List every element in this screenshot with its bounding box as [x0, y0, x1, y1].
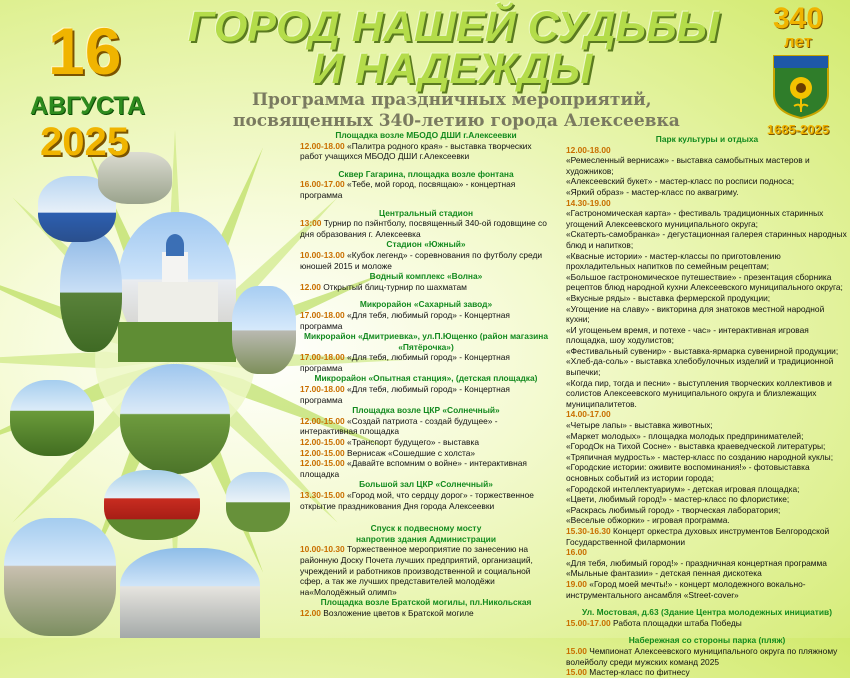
spacer — [566, 628, 848, 635]
venue-heading: Микрорайон «Опытная станция», (детская площадка) — [314, 373, 538, 384]
page-title-line2: И НАДЕЖДЫ — [312, 45, 593, 93]
event-time: 12.00 — [300, 281, 324, 292]
program-item — [300, 218, 552, 239]
program-item — [566, 293, 848, 304]
program-item — [566, 494, 848, 505]
venue-heading: Микрорайон «Сахарный завод» — [359, 299, 493, 310]
program-item — [566, 155, 848, 176]
photo-church — [118, 212, 236, 360]
event-description: «Алексеевский букет» - мастер-класс по росписи подноса; — [566, 176, 795, 187]
venue-heading: Водный комплекс «Волна» — [369, 271, 483, 282]
event-description: Открытый блиц-турнир по шахматам — [323, 281, 467, 292]
event-description: «Веселые обжорки» - игровая программа. — [566, 515, 730, 526]
event-description: «Транспорт будущего» - выставка — [347, 437, 479, 448]
event-time: 15.30-16.30 — [566, 525, 614, 536]
event-description: «ГородОк на Тихой Сосне» - выставка краеведческой литературы; — [566, 441, 826, 452]
event-time: 12.00-15.00 — [300, 458, 348, 469]
time-slot: 16.00 — [566, 547, 587, 558]
venue-heading: Площадка возле ЦКР «Солнечный» — [352, 405, 500, 416]
page-title-line1: ГОРОД НАШЕЙ СУДЬБЫ — [188, 3, 720, 51]
event-time: 10.00-10.30 — [300, 544, 348, 555]
event-time: 15.00-17.00 — [566, 617, 614, 628]
program-item — [300, 141, 552, 162]
program-item — [566, 646, 848, 667]
photo-street — [120, 364, 230, 474]
event-time: 17.00-18.00 — [300, 384, 348, 395]
event-time: 15.00 — [566, 667, 590, 678]
program-item — [566, 452, 848, 463]
event-description: Мастер-класс по фитнесу — [589, 667, 690, 678]
event-description: «Вкусные ряды» - выставка фермерской продукции; — [566, 292, 771, 303]
event-description: Возложение цветов к Братской могиле — [323, 607, 474, 618]
event-description: «Фестивальный сувенир» - выставка-ярмарка сувенирной продукции; — [566, 345, 839, 356]
event-description: «Город мой, что сердцу дорог» - торжественное открытие праздникования Дня города Алексеевки — [300, 490, 534, 511]
event-description: Торжественное мероприятие по занесению на районную Доску Почета лучших предприятий, организаций, учреждений и работников производственной и социальной сфер, а так же лучших представителей молодёжи на«Молодёжный олимп» — [300, 544, 533, 597]
program-item — [300, 352, 552, 373]
event-description: Концерт оркестра духовых инструментов Белгородской Государственной филармонии — [566, 525, 830, 547]
event-description: Турнир по пэйнтболу, посвященный 340-ой годовщине со дня образования г. Алексеевка — [300, 218, 547, 239]
spacer — [300, 162, 552, 169]
photo-bridge — [226, 472, 290, 532]
photo-crowd — [4, 518, 116, 636]
event-description: «Городской интеллектуариум» - детская игровая площадка; — [566, 483, 800, 494]
event-time: 12.00-15.00 — [300, 415, 348, 426]
event-description: Работа площадки штаба Победы — [613, 617, 742, 628]
spacer — [300, 292, 552, 299]
venue-heading: Микрорайон «Дмитриевка», ул.П.Ющенко (район магазина «Пятёрочка») — [304, 331, 548, 352]
event-description: «Четыре лапы» - выставка животных; — [566, 420, 713, 431]
event-description: «Когда пир, тогда и песни» - выступления творческих коллективов и солистов Алексеевского муниципального округа и близлежащих муниципалитетов. — [566, 377, 832, 409]
subtitle-line1: Программа праздничных мероприятий, — [252, 90, 652, 110]
event-description: «Создай патриота - создай будущее» - интерактивная площадка — [300, 415, 498, 437]
event-description: «Для тебя, любимый город!» - праздничная концертная программа «Мыльные фантазии» - детская пенная дискотека — [566, 557, 827, 579]
event-description: «Угощение на славу» - викторина для знатоков местной народной кухни; — [566, 303, 825, 325]
event-time: 12.00-15.00 — [300, 437, 348, 448]
program-item — [300, 384, 552, 405]
program-item — [300, 250, 552, 271]
program-item — [300, 544, 552, 597]
program-item — [566, 558, 848, 579]
event-description: «Ремесленный вернисаж» - выставка самобытных мастеров и художников; — [566, 155, 810, 176]
event-time: 12.00-18.00 — [300, 140, 348, 151]
event-time: 13:00 — [300, 218, 324, 229]
program-item — [300, 179, 552, 200]
event-description: «Скатерть-самобранка» - дегустационная галерея старинных народных блюд и напитков; — [566, 229, 847, 250]
anniversary-years: 1685-2025 — [766, 122, 830, 137]
event-time: 17.00-18.00 — [300, 309, 348, 320]
venue-heading: Парк культуры и отдыха — [655, 134, 759, 144]
program-item — [300, 448, 552, 459]
venue-heading: Ул. Мостовая, д.63 (Здание Центра молодежных инициатив) — [582, 607, 832, 618]
program-left-column — [300, 130, 552, 619]
event-day: 16 — [48, 14, 122, 88]
event-description: «Тряпичная мудрость» - мастер-класс по созданию народной куклы; — [566, 451, 834, 462]
venue-heading: Сквер Гагарина, площадка возле фонтана — [338, 168, 514, 179]
program-right-column — [566, 134, 848, 678]
program-item — [300, 608, 552, 619]
venue-heading: Набережная со стороны парка (пляж) — [628, 635, 786, 646]
city-crest-icon — [772, 54, 830, 120]
event-description: «Кубок легенд» - соревнования по футболу среди юношей 2015 и моложе — [300, 249, 543, 271]
program-item — [566, 441, 848, 452]
program-item — [300, 458, 552, 479]
time-slot: 14.30-19.00 — [566, 197, 611, 208]
event-description: «Хлеб-да-соль» - выставка хлебобулочных изделий и традиционной выпечки; — [566, 356, 834, 378]
venue-heading: Центральный стадион — [378, 207, 474, 218]
anniversary-number: 340 — [772, 2, 824, 35]
event-description: Вернисаж «Сошедшие с холста» — [347, 447, 476, 458]
program-item — [566, 176, 848, 187]
venue-heading: Площадка возле Братской могилы, пл.Никольская — [320, 597, 532, 608]
venue-heading: напротив здания Администрации — [356, 533, 496, 544]
program-item — [566, 462, 848, 483]
event-description: «Для тебя, любимый город» - Концертная программа — [300, 352, 510, 373]
program-item — [566, 187, 848, 198]
event-time: 10.00-13.00 — [300, 249, 348, 260]
program-item — [566, 579, 848, 600]
program-item — [566, 420, 848, 431]
event-description: «Тебе, мой город, посвящаю» - концертная программа — [300, 179, 516, 200]
program-item — [566, 484, 848, 495]
event-description: «Большое гастрономическое путешествие» - презентация сборника рецептов блюд народной кухни Алексеевского муниципального округа; — [566, 271, 843, 293]
event-description: Чемпионат Алексеевского муниципального округа по пляжному волейболу среди мужских команд 2025 — [566, 645, 838, 667]
event-description: «Для тебя, любимый город» - Концертная программа — [300, 309, 510, 331]
event-time: 19.00 — [566, 578, 590, 589]
subtitle-line2: посвященных 340-летию города Алексеевка — [233, 111, 680, 131]
program-item — [566, 526, 848, 547]
program-item — [300, 490, 552, 511]
program-item — [566, 667, 848, 678]
photo-park — [10, 380, 94, 456]
spacer — [566, 600, 848, 607]
program-item — [566, 304, 848, 325]
program-item — [566, 378, 848, 410]
venue-heading: Стадион «Южный» — [386, 239, 466, 250]
event-description: «Город моей мечты!» - концерт молодежного вокально-инструментального ансамбля «Street-cover» — [566, 578, 806, 600]
event-description: «Гастрономическая карта» - фестиваль традиционных старинных угощений Алексеевского муниципального округа; — [566, 208, 824, 229]
program-item — [566, 356, 848, 377]
program-item — [566, 505, 848, 516]
time-slot: 14.00-17.00 — [566, 409, 611, 420]
venue-heading: Площадка возле МБОДО ДШИ г.Алексеевки — [335, 130, 517, 140]
event-time: 13.30-15.00 — [300, 490, 348, 500]
program-item — [300, 282, 552, 293]
venue-heading: Спуск к подвесному мосту — [370, 523, 482, 534]
event-year: 2025 — [40, 120, 129, 164]
program-item — [566, 272, 848, 293]
program-item — [566, 325, 848, 346]
spacer — [300, 511, 552, 523]
event-time: 15.00 — [566, 645, 590, 656]
program-item — [300, 437, 552, 448]
event-description: «Для тебя, любимый город» - Концертная программа — [300, 384, 510, 405]
anniversary-word: лет — [783, 32, 813, 51]
event-description: «Давайте вспомним о войне» - интерактивная площадка — [300, 458, 527, 479]
program-item — [566, 346, 848, 357]
event-description: «Палитра родного края» - выставка творческих работ учащихся МБОДО ДШИ г.Алексеевки — [300, 140, 532, 162]
event-time: 12.00-15.00 — [300, 447, 348, 458]
program-item — [566, 229, 848, 250]
program-item — [566, 515, 848, 526]
photo-train — [104, 470, 200, 540]
venue-heading: Большой зал ЦКР «Солнечный» — [359, 479, 493, 490]
photo-city-square — [232, 286, 296, 374]
event-description: «Городские истории: оживите воспоминания!» - фотовыставка основных событий из истории города; — [566, 462, 810, 483]
event-description: «Маркет молодых» - площадка молодых предпринимателей; — [566, 430, 804, 441]
program-item — [300, 416, 552, 437]
event-time: 17.00-18.00 — [300, 352, 348, 363]
event-time: 16.00-17.00 — [300, 179, 348, 190]
event-description: «Цвети, любимый город!» - мастер-класс по флористике; — [566, 494, 790, 505]
spacer — [300, 201, 552, 208]
photo-building — [120, 548, 260, 638]
event-description: «И угощеньем время, и потехе - час» - интерактивная игровая площадка, шоу ходулистов; — [566, 324, 809, 346]
program-item — [300, 310, 552, 331]
event-description: «Яркий образ» - мастер-класс по аквагриму. — [566, 186, 739, 197]
program-item — [566, 618, 848, 629]
photo-monument — [60, 232, 122, 352]
event-month: АВГУСТА — [30, 92, 146, 120]
program-item — [566, 251, 848, 272]
program-item — [566, 208, 848, 229]
event-time: 12.00 — [300, 607, 324, 618]
event-description: «Квасные истории» - мастер-классы по приготовлению прохладительных напитков по семейным рецептам; — [566, 250, 781, 272]
event-description: «Раскрась любимый город» - творческая лаборатория; — [566, 504, 781, 515]
time-slot: 12.00-18.00 — [566, 144, 611, 155]
program-item — [566, 431, 848, 442]
